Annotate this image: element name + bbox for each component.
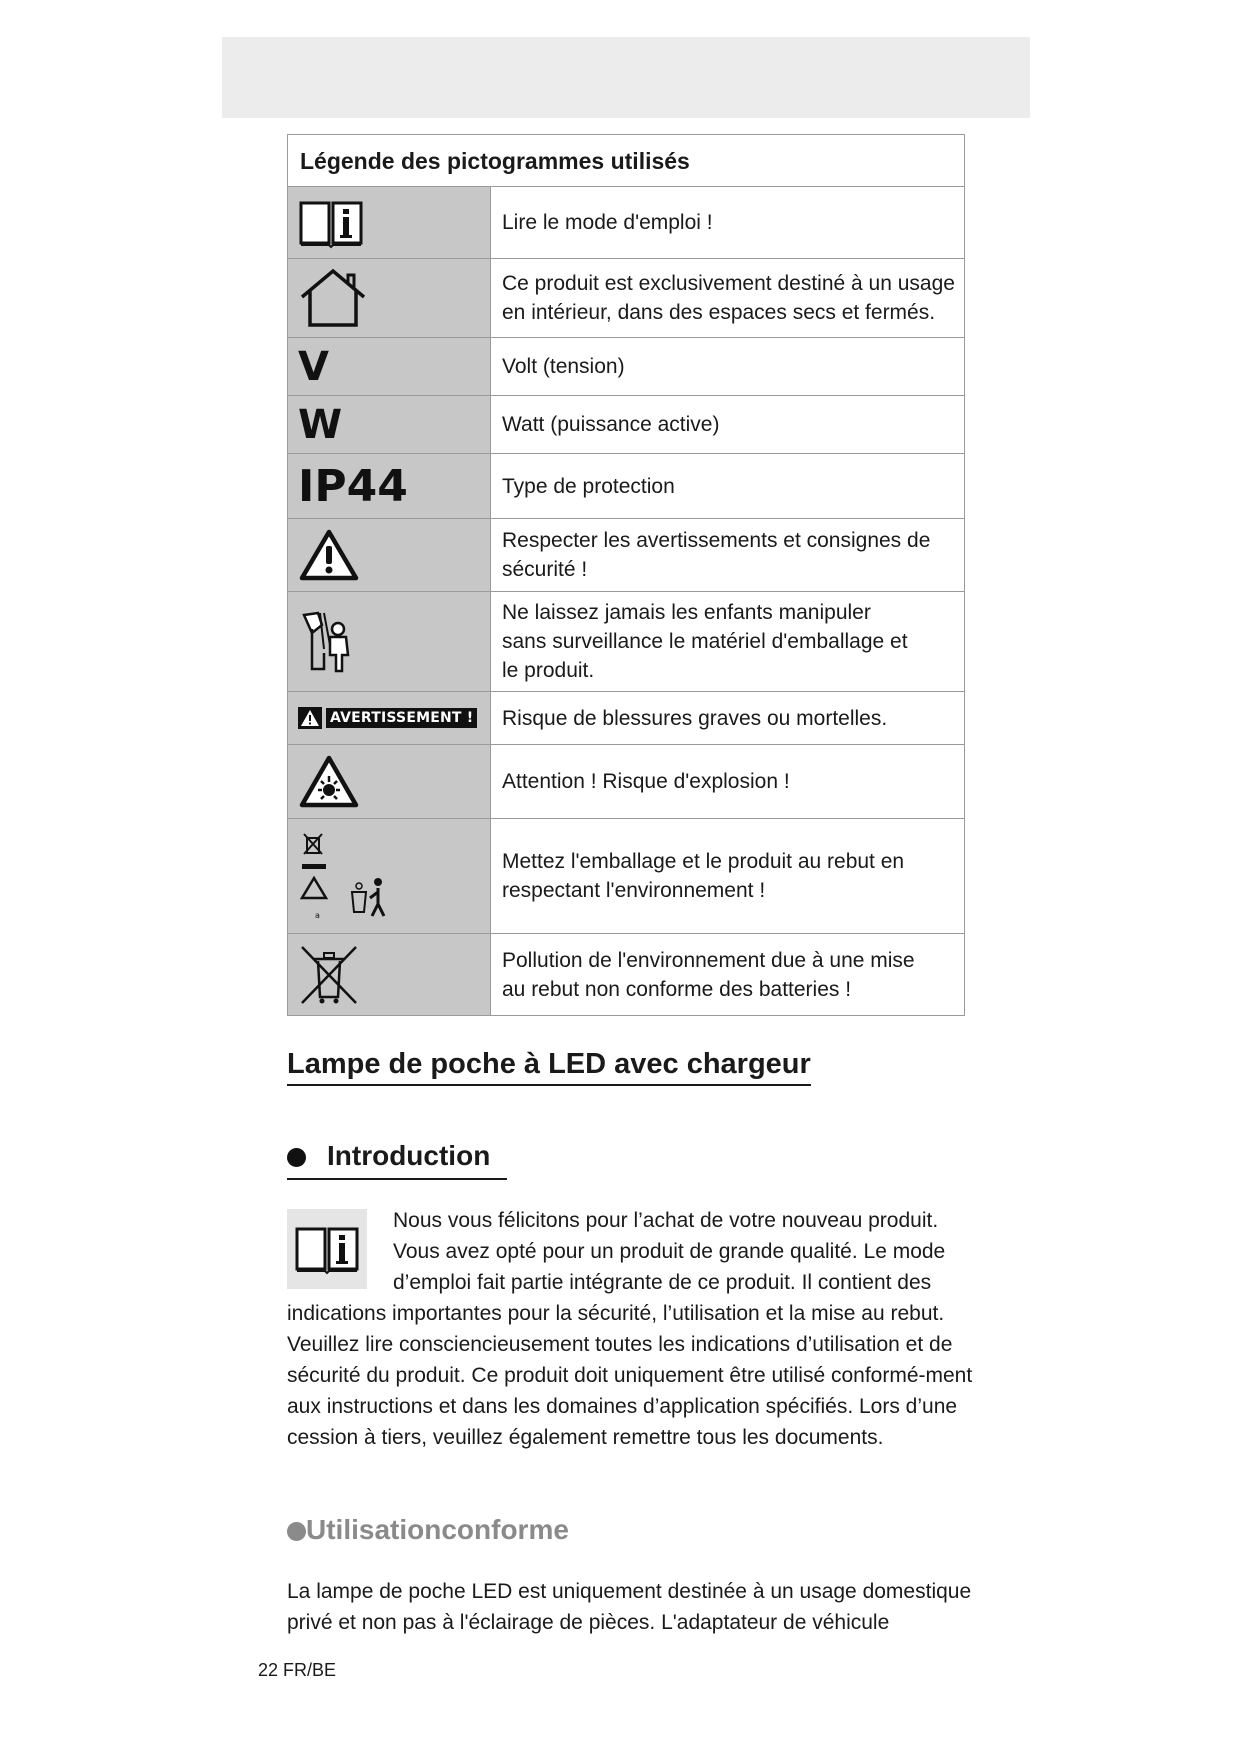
bullet-icon (287, 1148, 306, 1167)
section-heading-introduction (287, 1140, 507, 1180)
legend-text: Type de protection (502, 474, 675, 498)
legend-row (288, 745, 964, 819)
warning-badge-label: AVERTISSEMENT ! (326, 708, 477, 728)
bullet-icon (287, 1522, 306, 1541)
intro-title: Introduction (327, 1140, 491, 1171)
recycling-icon (298, 826, 388, 926)
legend-text: Watt (puissance active) (502, 413, 720, 436)
warning-badge-icon (298, 707, 322, 729)
legend-text: Risque de blessures graves ou mortelles. (502, 706, 888, 730)
use-title: Utilisationconforme (306, 1514, 569, 1545)
battery-disposal-icon (298, 943, 360, 1007)
legend-title: Légende des pictogrammes utilisés (288, 135, 964, 187)
legend-text: Pollution de l'environnement due à une mise au rebut non conforme des batteries ! (502, 948, 915, 1001)
legend-row (288, 519, 964, 592)
warning-badge (298, 707, 477, 729)
explosion-icon (298, 754, 360, 810)
legend-row (288, 187, 964, 259)
legend-row (288, 454, 964, 519)
book-info-icon (294, 1223, 360, 1275)
child-safety-icon (298, 609, 354, 675)
legend-text: Attention ! Risque d'explosion ! (502, 770, 790, 793)
use-paragraph: La lampe de poche LED est uniquement destinée à un usage domestique privé et non pas à l'éclairage de pièces. L'adaptateur de véhicule (287, 1580, 972, 1634)
legend-text: Ne laissez jamais les enfants manipuler sans surveillance le matériel d'emballage et le produit. (502, 601, 908, 682)
legend-text: Lire le mode d'emploi ! (502, 211, 713, 234)
main-title: Lampe de poche à LED avec chargeur (287, 1048, 811, 1086)
legend-row (288, 934, 964, 1015)
legend-row (288, 259, 964, 338)
house-icon (298, 267, 368, 329)
legend-row (288, 396, 964, 454)
legend-row (288, 338, 964, 396)
legend-row (288, 592, 964, 692)
header-band (222, 37, 1030, 118)
legend-row (288, 692, 964, 745)
ip44-symbol: IP44 (298, 460, 408, 512)
legend-row (288, 819, 964, 934)
book-info-icon (298, 197, 364, 249)
warning-triangle-icon (298, 528, 360, 582)
svg-text:a: a (315, 911, 320, 920)
page-footer: 22 FR/BE (258, 1660, 337, 1680)
watt-symbol: W (298, 401, 343, 448)
legend-text: Respecter les avertissements et consignes de sécurité ! (502, 529, 931, 581)
intro-paragraph-start: Nous vous félicitons pour l’achat de votre nouveau produit. Vous avez opté pour un produit de grande qualité. Le mode d’emploi fait partie intégrante de ce produit. Il contient des (393, 1209, 946, 1294)
intro-paragraph-rest: indications importantes pour la sécurité, l’utilisation et la mise au rebut. Veuillez lire consciencieusement toutes les indications d’utilisation et de sécurité du produit. Ce produit doit uniquement être utilisé conformé-ment aux instructions et dans les domaines d’application spécifiés. Lors d’une cession à tiers, veuillez également remettre tous les documents. (287, 1302, 973, 1449)
legend-text: Ce produit est exclusivement destiné à un usage en intérieur, dans des espaces secs et fermés. (502, 272, 955, 324)
intro-book-container (287, 1209, 367, 1289)
legend-text: Volt (tension) (502, 355, 625, 378)
volt-symbol: V (298, 343, 329, 390)
pictogram-legend-table (287, 134, 965, 1016)
legend-text: Mettez l'emballage et le produit au rebut en respectant l'environnement ! (502, 850, 905, 902)
